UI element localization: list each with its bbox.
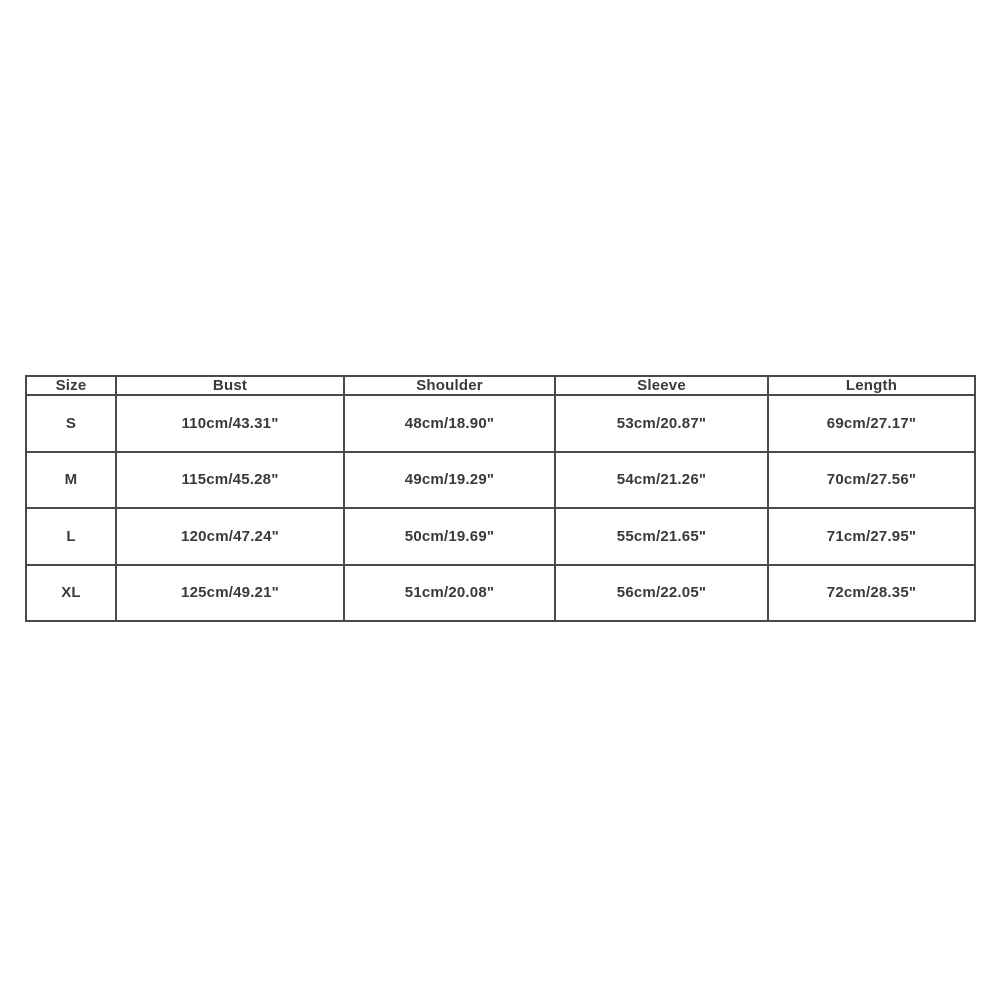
bust-cell: 120cm/47.24" <box>116 508 344 565</box>
column-header-sleeve: Sleeve <box>555 376 768 395</box>
column-header-size: Size <box>26 376 116 395</box>
size-cell: S <box>26 395 116 452</box>
table-row-xl <box>26 565 975 622</box>
size-chart-table <box>25 375 976 622</box>
length-cell: 69cm/27.17" <box>768 395 975 452</box>
shoulder-cell: 48cm/18.90" <box>344 395 555 452</box>
length-cell: 72cm/28.35" <box>768 565 975 622</box>
sleeve-cell: 55cm/21.65" <box>555 508 768 565</box>
table-row-s <box>26 395 975 452</box>
length-cell: 71cm/27.95" <box>768 508 975 565</box>
sleeve-cell: 53cm/20.87" <box>555 395 768 452</box>
length-cell: 70cm/27.56" <box>768 452 975 509</box>
column-header-length: Length <box>768 376 975 395</box>
size-cell: XL <box>26 565 116 622</box>
sleeve-cell: 54cm/21.26" <box>555 452 768 509</box>
shoulder-cell: 50cm/19.69" <box>344 508 555 565</box>
sleeve-cell: 56cm/22.05" <box>555 565 768 622</box>
bust-cell: 115cm/45.28" <box>116 452 344 509</box>
column-header-shoulder: Shoulder <box>344 376 555 395</box>
column-header-bust: Bust <box>116 376 344 395</box>
table-row-l <box>26 508 975 565</box>
size-cell: M <box>26 452 116 509</box>
table-row-m <box>26 452 975 509</box>
size-cell: L <box>26 508 116 565</box>
bust-cell: 125cm/49.21" <box>116 565 344 622</box>
header-row <box>26 376 975 395</box>
shoulder-cell: 49cm/19.29" <box>344 452 555 509</box>
shoulder-cell: 51cm/20.08" <box>344 565 555 622</box>
bust-cell: 110cm/43.31" <box>116 395 344 452</box>
